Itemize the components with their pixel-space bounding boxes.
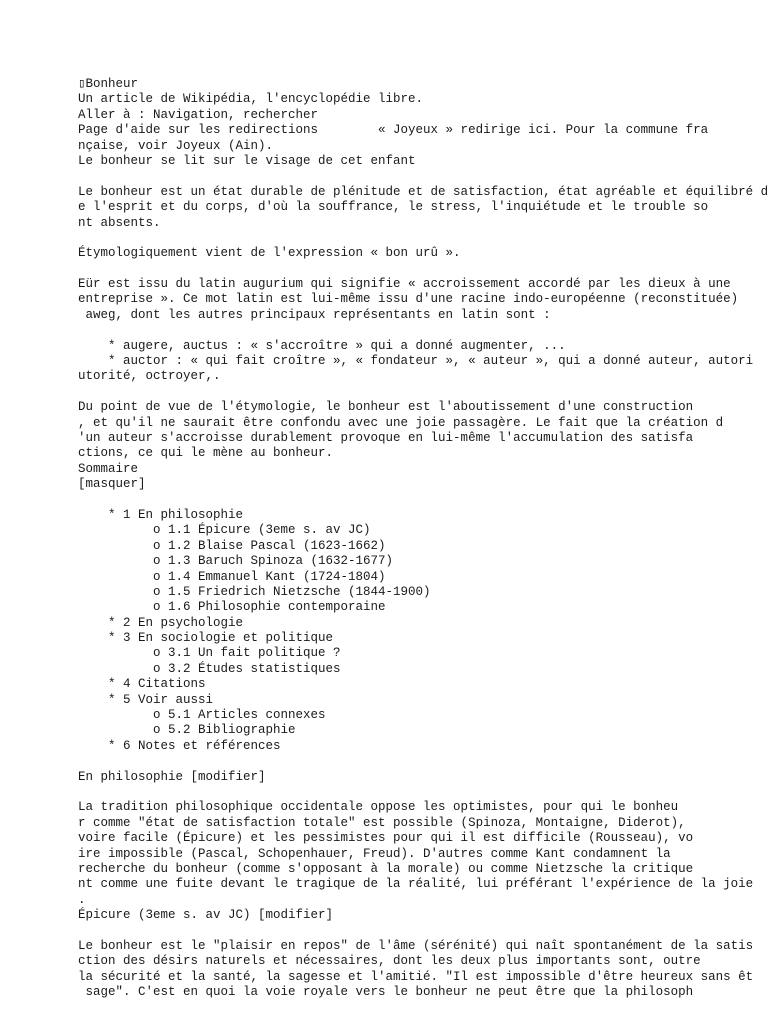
text-line: Page d'aide sur les redirections « Joyeux » redirige ici. Pour la commune fra — [78, 123, 709, 138]
text-line: Du point de vue de l'étymologie, le bonheur est l'aboutissement d'une construction — [78, 400, 694, 415]
text-line: * augere, auctus : « s'accroître » qui a donné augmenter, ... — [78, 338, 566, 353]
text-line: recherche du bonheur (comme s'opposant à la morale) ou comme Nietzsche la critique — [78, 861, 694, 876]
text-line: ▯Bonheur — [78, 77, 139, 91]
text-line: * 6 Notes et références — [78, 738, 281, 753]
text-line: o 3.1 Un fait politique ? — [78, 646, 341, 661]
text-line: o 1.2 Blaise Pascal (1623-1662) — [78, 538, 386, 553]
text-line — [78, 493, 768, 508]
text-line: o 3.2 Études statistiques — [78, 661, 341, 676]
text-line: Un article de Wikipédia, l'encyclopédie libre. — [78, 92, 424, 107]
text-line: , et qu'il ne saurait être confondu avec une joie passagère. Le fait que la création d — [78, 415, 724, 430]
text-line: o 1.6 Philosophie contemporaine — [78, 600, 386, 615]
text-line: * 3 En sociologie et politique — [78, 631, 334, 646]
text-line — [78, 923, 768, 938]
text-line — [78, 323, 768, 338]
text-line: nt absents. — [78, 215, 161, 230]
text-line: * 4 Citations — [78, 677, 206, 692]
text-line — [78, 262, 768, 277]
text-line: Étymologiquement vient de l'expression « bon urû ». — [78, 246, 461, 261]
text-line: La tradition philosophique occidentale oppose les optimistes, pour qui le bonheu — [78, 800, 679, 815]
text-line: Le bonheur se lit sur le visage de cet enfant — [78, 153, 416, 168]
text-line: * 1 En philosophie — [78, 507, 244, 522]
text-line: e l'esprit et du corps, d'où la souffrance, le stress, l'inquiétude et le trouble so — [78, 200, 709, 215]
text-line: aweg, dont les autres principaux représentants en latin sont : — [78, 307, 551, 322]
text-line: En philosophie [modifier] — [78, 769, 266, 784]
text-line: * auctor : « qui fait croître », « fondateur », « auteur », qui a donné auteur, autori — [78, 354, 754, 369]
text-line: o 1.1 Épicure (3eme s. av JC) — [78, 523, 371, 538]
text-line: utorité, octroyer,. — [78, 369, 221, 384]
text-line: * 2 En psychologie — [78, 615, 244, 630]
text-line: Eür est issu du latin augurium qui signifie « accroissement accordé par les dieux à une — [78, 277, 731, 292]
text-line: entreprise ». Ce mot latin est lui-même issu d'une racine indo-européenne (reconstituée) — [78, 292, 739, 307]
text-line: ction des désirs naturels et nécessaires, dont les deux plus importants sont, outre — [78, 954, 701, 969]
text-line: o 5.1 Articles connexes — [78, 708, 326, 723]
text-line: o 1.5 Friedrich Nietzsche (1844-1900) — [78, 584, 431, 599]
text-line: * 5 Voir aussi — [78, 692, 214, 707]
text-line: 'un auteur s'accroisse durablement provoque en lui-même l'accumulation des satisfa — [78, 430, 694, 445]
text-line: Sommaire — [78, 461, 139, 476]
text-line — [78, 231, 768, 246]
text-line: r comme "état de satisfaction totale" est possible (Spinoza, Montaigne, Diderot), — [78, 815, 686, 830]
text-line: Épicure (3eme s. av JC) [modifier] — [78, 908, 334, 923]
text-line — [78, 385, 768, 400]
text-line: sage". C'est en quoi la voie royale vers le bonheur ne peut être que la philosoph — [78, 985, 694, 1000]
text-line: Le bonheur est le "plaisir en repos" de l'âme (sérénité) qui naît spontanément de la satis — [78, 938, 754, 953]
text-line: voire facile (Épicure) et les pessimistes pour qui il est difficile (Rousseau), vo — [78, 831, 694, 846]
text-line: o 1.3 Baruch Spinoza (1632-1677) — [78, 554, 394, 569]
text-line: Le bonheur est un état durable de plénitude et de satisfaction, état agréable et équilibré d — [78, 184, 768, 199]
text-line: ctions, ce qui le mène au bonheur. — [78, 446, 334, 461]
text-line: Aller à : Navigation, rechercher — [78, 107, 319, 122]
document-body — [78, 77, 768, 1000]
text-line: [masquer] — [78, 477, 146, 492]
text-line: o 5.2 Bibliographie — [78, 723, 296, 738]
text-line: nt comme une fuite devant le tragique de la réalité, lui préférant l'expérience de la joie — [78, 877, 754, 892]
text-line: la sécurité et la santé, la sagesse et l'amitié. "Il est impossible d'être heureux sans êt — [78, 969, 754, 984]
text-line: . — [78, 892, 86, 907]
text-line: ire impossible (Pascal, Schopenhauer, Freud). D'autres comme Kant condamnent la — [78, 846, 671, 861]
text-line — [78, 169, 768, 184]
text-line: nçaise, voir Joyeux (Ain). — [78, 138, 274, 153]
text-line — [78, 754, 768, 769]
text-line: o 1.4 Emmanuel Kant (1724-1804) — [78, 569, 386, 584]
text-line — [78, 785, 768, 800]
